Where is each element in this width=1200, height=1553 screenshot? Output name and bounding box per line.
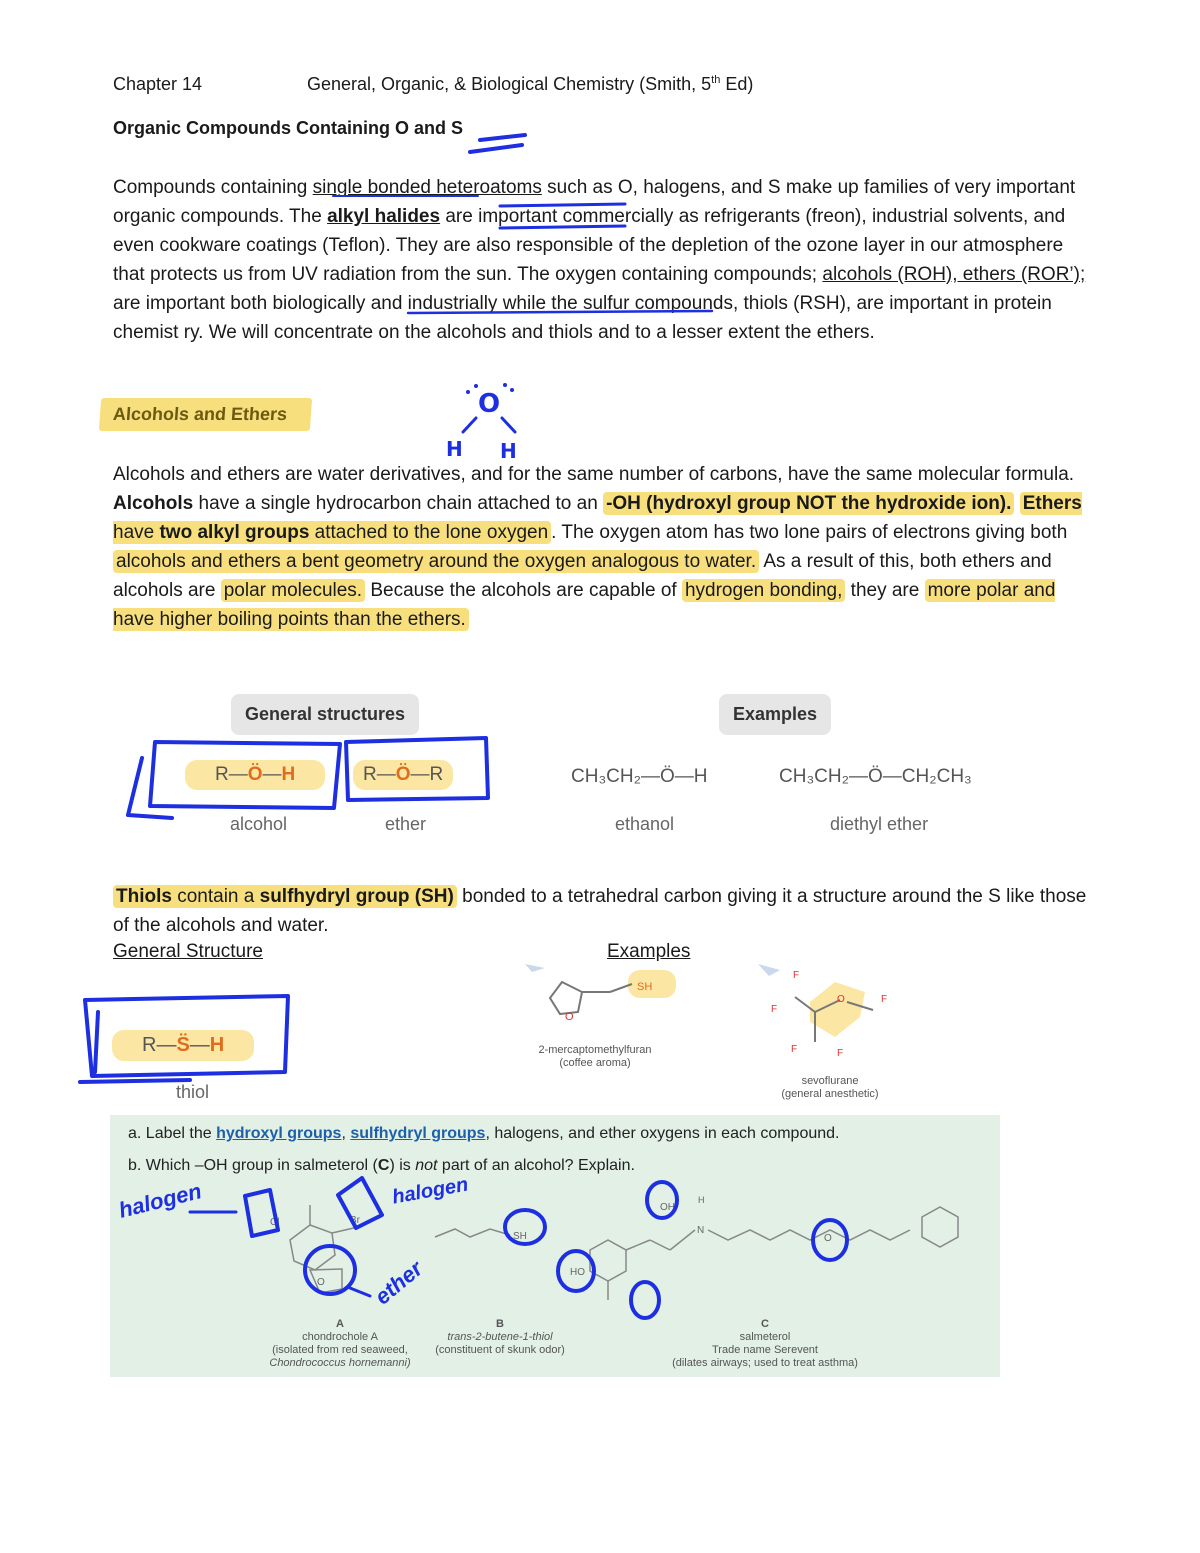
alcohols-ethers-underline: [408, 311, 712, 313]
cl-atom: Cl: [270, 1217, 280, 1228]
halogen-box-cl: [245, 1190, 278, 1236]
svg-text:H: H: [446, 437, 463, 461]
ether-name: ether: [385, 814, 427, 834]
o-atom: O: [317, 1277, 325, 1288]
chapter-label: Chapter 14: [113, 74, 203, 94]
ethanol-structure: CH₃CH₂—Ö—H: [571, 766, 708, 787]
diethyl-ether-structure: CH₃CH₂—Ö—CH₂CH₃: [779, 766, 972, 787]
halogen-handwriting: halogen: [116, 1178, 204, 1223]
general-structures-label: General structures: [231, 694, 419, 735]
intro-paragraph: Compounds containing single bonded heteroatoms such as O, halogens, and S make up families of very important organic compounds. The alkyl halides are important commercially as refrigerants (freon), industrial solvents, and even cookware coatings (Teflon). They are also responsible of the depletion of the ozone layer in our atmosphere that protects us from UV radiation from the sun. The oxygen containing compounds; alcohols (ROH), ethers (ROR’); are important both biologically and industrially while the sulfur compounds, thiols (RSH), are important in protein chemist ry. We will concentrate on the alcohols and thiols and to a lesser extent the ethers.: [113, 177, 1086, 343]
thiol-box: [80, 996, 288, 1082]
ether-structure: R—Ö—R: [353, 760, 453, 790]
halogen-box-br: [338, 1178, 382, 1228]
diethyl-ether-name: diethyl ether: [830, 814, 929, 834]
general-structure-label: General Structure: [113, 941, 263, 962]
title-underline-mark: [470, 135, 525, 152]
problem-part-b: b. Which –OH group in salmeterol (C) is not part of an alcohol? Explain.: [128, 1157, 635, 1174]
sh-atom: SH: [637, 981, 653, 993]
o-atom: O: [837, 994, 845, 1005]
f-atom: F: [791, 1044, 798, 1055]
alcohol-box: [128, 742, 340, 818]
ethanol-name: ethanol: [615, 814, 675, 834]
f-atom: F: [881, 994, 888, 1005]
thiols-paragraph: Thiols contain a sulfhydryl group (SH) bonded to a tetrahedral carbon giving it a structure around the S like those of the alcohols and water.: [113, 886, 1087, 936]
ether-handwriting: ether: [369, 1255, 428, 1310]
ether-box: [346, 738, 488, 800]
section-title: Organic Compounds Containing O and S: [113, 118, 463, 138]
ether-o-circle: [813, 1220, 847, 1260]
f-atom: F: [771, 1004, 778, 1015]
alcohol-name: alcohol: [230, 814, 288, 834]
thiol-structure: R—S̈—H: [112, 1030, 254, 1061]
halogen-handwriting-2: halogen: [390, 1173, 470, 1209]
alcohols-ethers-heading: Alcohols and Ethers: [99, 398, 312, 431]
thiol-name: thiol: [176, 1082, 210, 1102]
problem-part-a: a. Label the hydroxyl groups, sulfhydryl groups, halogens, and ether oxygens in each compound.: [128, 1125, 840, 1142]
examples-label: Examples: [719, 694, 831, 735]
examples-heading: Examples: [607, 941, 691, 962]
ho-atom: HO: [570, 1267, 585, 1278]
alcohol-structure: R—Ö—H: [185, 760, 325, 790]
h-atom: H: [698, 1195, 705, 1205]
alcohols-paragraph: Alcohols and ethers are water derivatives, and for the same number of carbons, have the same molecular formula. Alcohols have a single hydrocarbon chain attached to an -OH (hydroxyl group NOT the hydroxide ion). Ethers have two alkyl groups attached to the lone oxygen . The oxygen atom has two lone pairs of electrons giving both alcohols and ethers a bent geometry around the oxygen analogous to water. As a result of this, both ethers and alcohols are polar molecules. Because the alcohols are capable of hydrogen bonding, they are more polar and have higher boiling points than the ethers.: [113, 464, 1082, 630]
mercaptomethylfuran-caption: 2-mercaptomethylfuran (coffee aroma): [538, 1044, 652, 1069]
compound-a-caption: A chondrochole A (isolated from red seaweed, Chondrococcus hornemanni): [269, 1318, 411, 1369]
sh-circle: [505, 1210, 545, 1244]
ho-circle: [558, 1251, 594, 1291]
svg-text:H: H: [500, 439, 517, 463]
o-atom: O: [824, 1233, 832, 1244]
book-title: General, Organic, & Biological Chemistry (Smith, 5th Ed): [307, 74, 754, 94]
oh-circle-bottom: [631, 1282, 659, 1318]
water-sketch: [446, 383, 517, 463]
alkyl-halides-mark: [500, 204, 625, 228]
o-atom: O: [565, 1011, 574, 1022]
oh-circle-top: [647, 1182, 677, 1218]
sevoflurane-caption: sevoflurane (general anesthetic): [781, 1075, 879, 1100]
oh-atom: OH: [660, 1202, 675, 1213]
svg-text:O: O: [478, 389, 501, 419]
f-atom: F: [793, 970, 800, 981]
n-atom: N: [697, 1225, 705, 1236]
ether-circle: [305, 1246, 355, 1294]
ether-dash: [350, 1288, 370, 1296]
f-atom: F: [837, 1048, 844, 1059]
sh-atom: SH: [513, 1231, 527, 1242]
compound-b-caption: B trans-2-butene-1-thiol (constituent of skunk odor): [435, 1318, 565, 1356]
compound-c-caption: C salmeterol Trade name Serevent (dilates airways; used to treat asthma): [672, 1318, 858, 1369]
br-atom: Br: [350, 1215, 360, 1226]
